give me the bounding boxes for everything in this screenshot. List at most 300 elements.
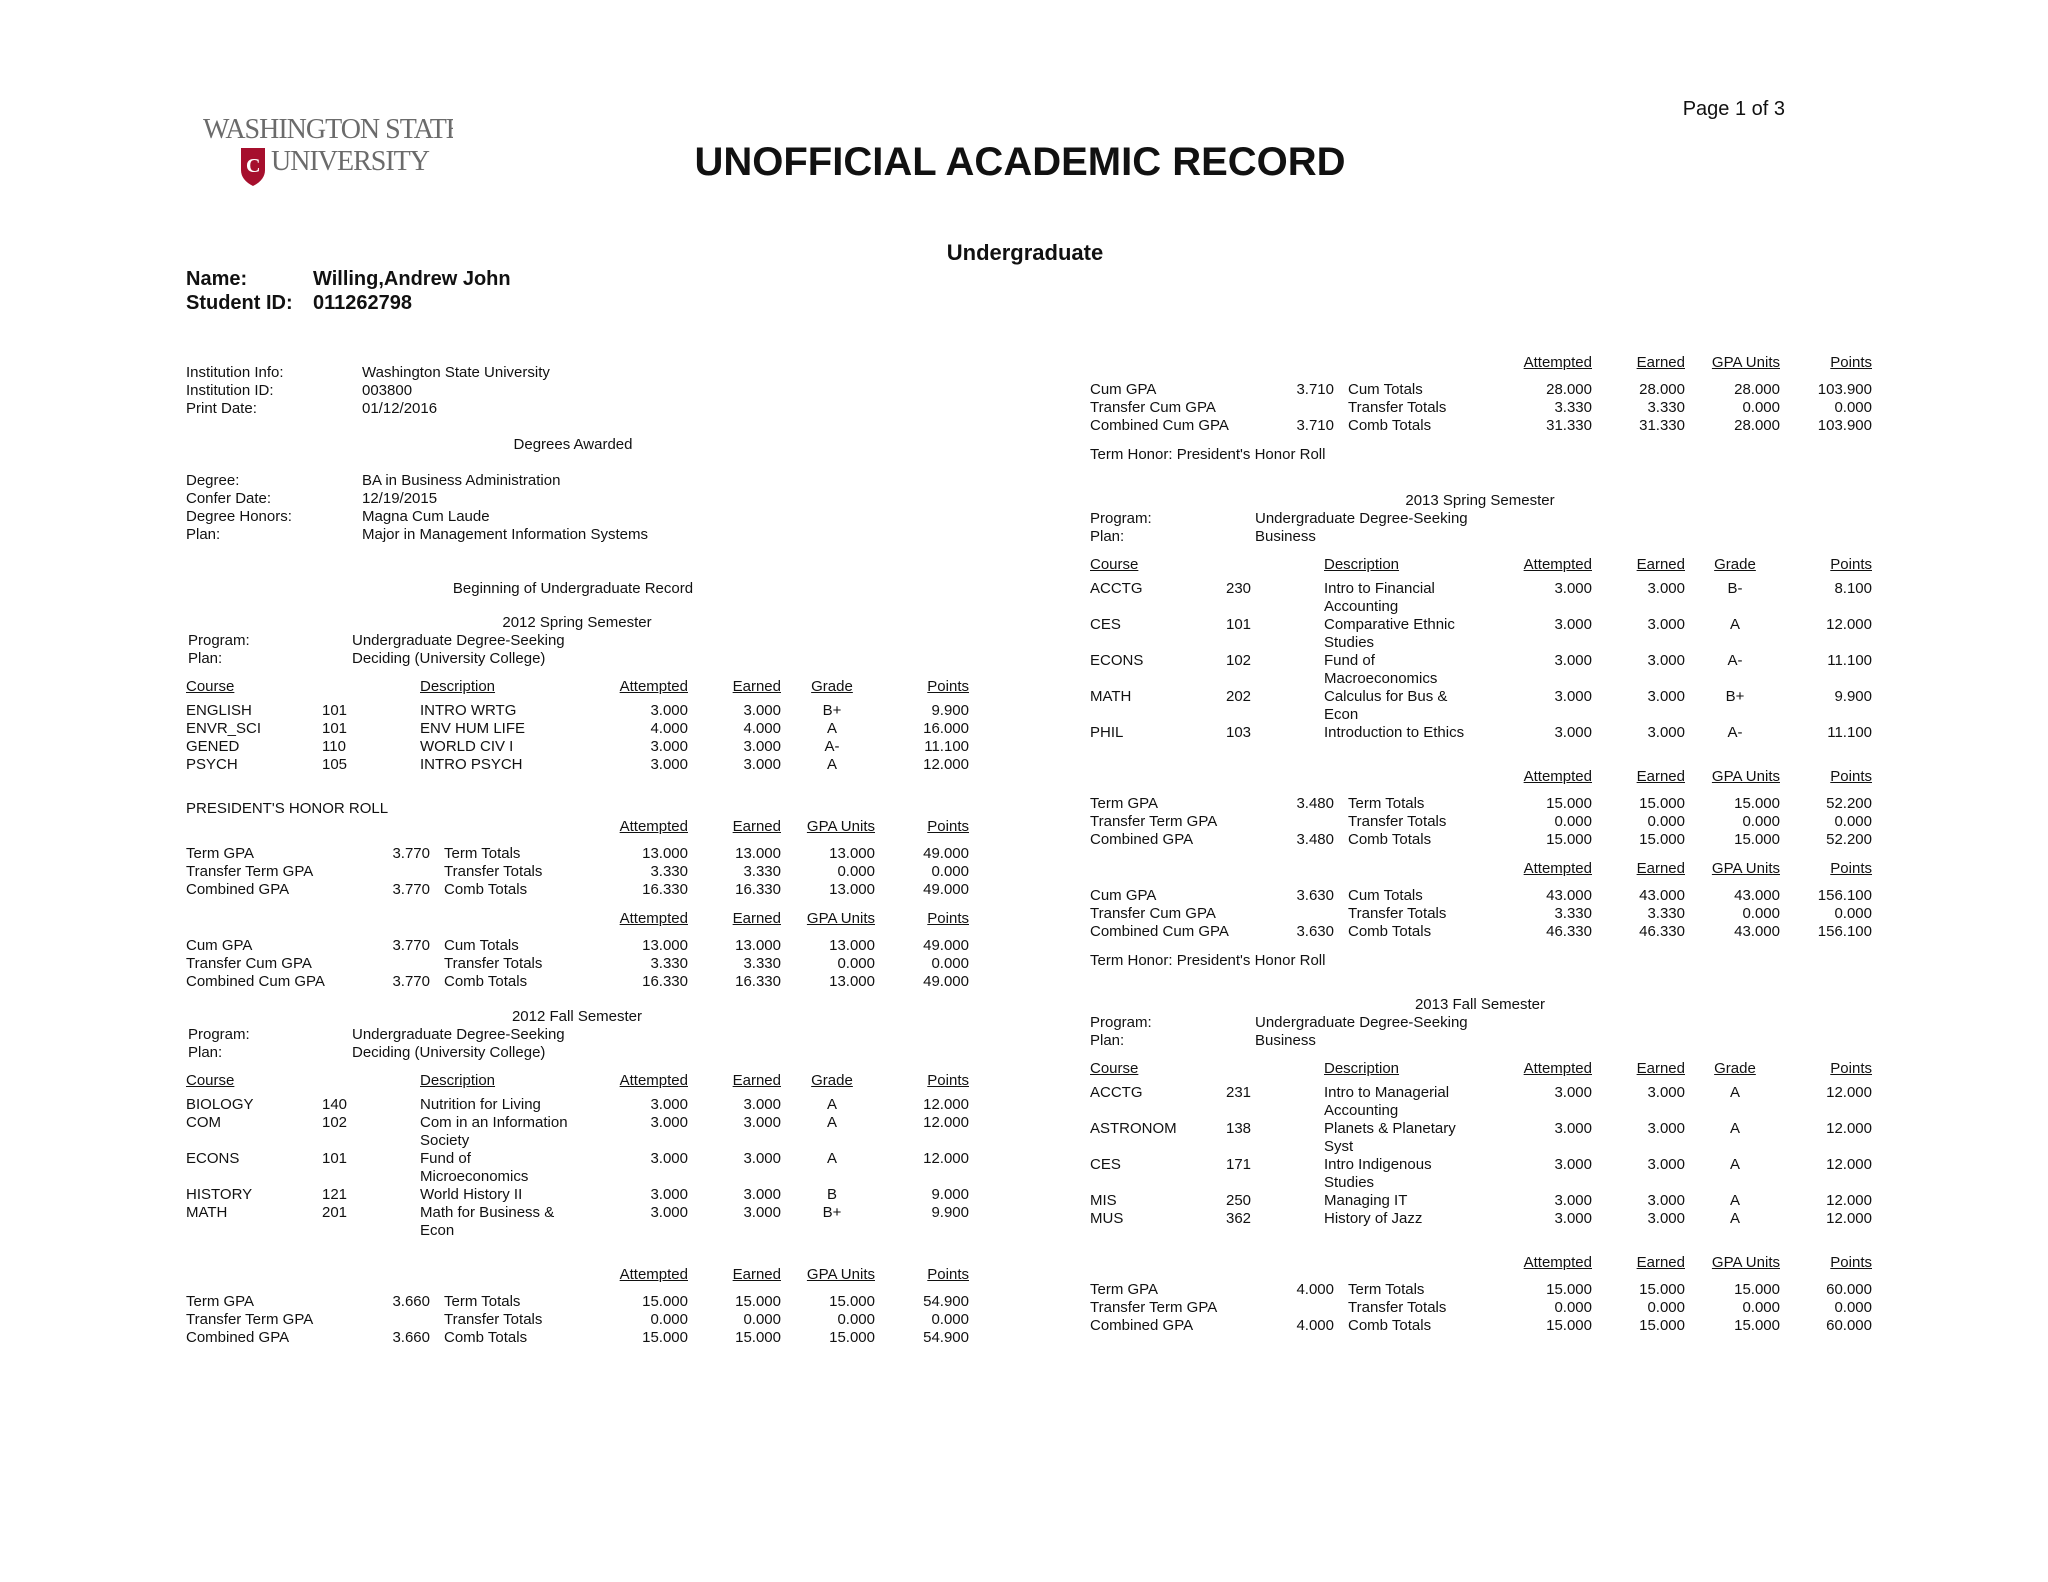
course-number: 110: [322, 738, 346, 755]
transfer-gpa-label: Transfer Term GPA: [1090, 813, 1218, 830]
transfer-gpa-units: 0.000: [1742, 813, 1780, 830]
earned-header: Earned: [1636, 1060, 1685, 1077]
course-subject: ECONS: [186, 1150, 240, 1167]
cum-transfer-gpa-units: 0.000: [1742, 905, 1780, 922]
course-number: 138: [1226, 1120, 1252, 1137]
term-points: 54.900: [923, 1293, 969, 1310]
course-description: World History II: [420, 1186, 523, 1203]
points-header: Points: [927, 1072, 969, 1089]
transfer-points: 0.000: [931, 1311, 969, 1328]
cum-totals-label: Cum Totals: [1348, 887, 1423, 904]
cum-comb-gpa-units: 13.000: [829, 973, 875, 990]
points-header: Points: [1830, 1254, 1872, 1271]
course-description: INTRO WRTG: [420, 702, 517, 719]
grade-header: Grade: [811, 678, 853, 695]
comb-gpa-label: Combined GPA: [186, 881, 290, 898]
cum-transfer-attempted: 3.330: [1554, 399, 1592, 416]
transfer-earned: 0.000: [1647, 1299, 1685, 1316]
course-subject: ECONS: [1090, 652, 1144, 669]
course-header: Course: [186, 1072, 235, 1089]
term-gpa-value: 3.770: [392, 845, 430, 862]
comb-gpa-label: Combined GPA: [1090, 1317, 1194, 1334]
course-points: 12.000: [923, 756, 969, 773]
cum-comb-earned: 46.330: [1639, 923, 1685, 940]
honor-roll: PRESIDENT'S HONOR ROLL: [186, 800, 389, 817]
term-totals-label: Term Totals: [444, 1293, 521, 1310]
course-description: Math for Business & Econ: [420, 1204, 555, 1239]
course-points: 12.000: [923, 1096, 969, 1113]
points-header: Points: [927, 678, 969, 695]
course-earned: 3.000: [1647, 616, 1685, 633]
svg-text:C: C: [246, 155, 261, 177]
confer-date-value: 12/19/2015: [362, 490, 438, 507]
course-description: Planets & Planetary Syst: [1324, 1120, 1456, 1155]
document-title: UNOFFICIAL ACADEMIC RECORD: [694, 140, 1346, 184]
cum-attempted: 13.000: [642, 937, 688, 954]
comb-points: 54.900: [923, 1329, 969, 1346]
transfer-points: 0.000: [931, 863, 969, 880]
cum-transfer-gpa-label: Transfer Cum GPA: [186, 955, 312, 972]
course-points: 9.000: [931, 1186, 969, 1203]
grade-header: Grade: [1714, 1060, 1756, 1077]
comb-gpa-value: 3.770: [392, 881, 430, 898]
points-header: Points: [1830, 556, 1872, 573]
transfer-gpa-units: 0.000: [1742, 1299, 1780, 1316]
earned-header: Earned: [1636, 354, 1685, 371]
course-number: 201: [322, 1204, 348, 1221]
earned-header: Earned: [732, 818, 781, 835]
transfer-attempted: 0.000: [1554, 1299, 1592, 1316]
gpa-units-header: GPA Units: [806, 1266, 875, 1283]
course-points: 12.000: [1826, 1192, 1872, 1209]
course-number: 171: [1226, 1156, 1252, 1173]
student-id: 011262798: [313, 292, 413, 314]
comb-points: 60.000: [1826, 1317, 1872, 1334]
name-label: Name:: [186, 268, 248, 290]
student-name: Willing,Andrew John: [313, 268, 511, 290]
comb-earned: 16.330: [735, 881, 781, 898]
course-attempted: 3.000: [1554, 1192, 1592, 1209]
comb-earned: 15.000: [1639, 1317, 1685, 1334]
course-attempted: 3.000: [1554, 688, 1592, 705]
gpa-units-header: GPA Units: [1711, 354, 1780, 371]
transfer-gpa-label: Transfer Term GPA: [1090, 1299, 1218, 1316]
transfer-gpa-units: 0.000: [837, 1311, 875, 1328]
course-earned: 3.000: [743, 738, 781, 755]
term-name: 2012 Fall Semester: [511, 1008, 643, 1025]
attempted-header: Attempted: [619, 1266, 688, 1283]
term-honor: Term Honor: President's Honor Roll: [1090, 952, 1326, 969]
course-attempted: 3.000: [650, 702, 688, 719]
cum-gpa-value: 3.710: [1296, 381, 1334, 398]
course-earned: 3.000: [743, 1114, 781, 1131]
cum-attempted: 28.000: [1546, 381, 1592, 398]
cum-comb-gpa-units: 43.000: [1734, 923, 1780, 940]
cum-totals-label: Cum Totals: [1348, 381, 1423, 398]
earned-header: Earned: [1636, 1254, 1685, 1271]
transfer-points: 0.000: [1834, 813, 1872, 830]
comb-totals-label: Comb Totals: [1348, 831, 1432, 848]
course-attempted: 3.000: [650, 1096, 688, 1113]
confer-date-label: Confer Date:: [186, 490, 272, 507]
cum-transfer-gpa-units: 0.000: [837, 955, 875, 972]
cum-comb-gpa-value: 3.710: [1296, 417, 1334, 434]
earned-header: Earned: [732, 910, 781, 927]
course-attempted: 3.000: [1554, 652, 1592, 669]
cum-gpa-label: Cum GPA: [1090, 887, 1157, 904]
cum-transfer-gpa-label: Transfer Cum GPA: [1090, 399, 1216, 416]
course-number: 103: [1226, 724, 1252, 741]
wsu-logo: [203, 112, 453, 192]
term-points: 52.200: [1826, 795, 1872, 812]
transfer-earned: 0.000: [1647, 813, 1685, 830]
course-attempted: 3.000: [650, 738, 688, 755]
course-points: 9.900: [931, 702, 969, 719]
transfer-attempted: 0.000: [650, 1311, 688, 1328]
gpa-units-header: GPA Units: [1711, 860, 1780, 877]
cum-comb-gpa-label: Combined Cum GPA: [1090, 417, 1229, 434]
term-earned: 15.000: [1639, 795, 1685, 812]
cum-comb-gpa-units: 28.000: [1734, 417, 1780, 434]
course-number: 362: [1226, 1210, 1252, 1227]
print-date-label: Print Date:: [186, 400, 257, 417]
term-attempted: 15.000: [642, 1293, 688, 1310]
course-number: 105: [322, 756, 348, 773]
course-earned: 3.000: [1647, 652, 1685, 669]
course-points: 11.100: [1827, 652, 1872, 669]
course-earned: 3.000: [1647, 1084, 1685, 1101]
cum-transfer-earned: 3.330: [1647, 905, 1685, 922]
term-gpa-units: 13.000: [829, 845, 875, 862]
course-number: 101: [322, 720, 348, 737]
course-number: 230: [1226, 580, 1252, 597]
description-header: Description: [1324, 556, 1400, 573]
course-earned: 3.000: [1647, 580, 1685, 597]
course-description: History of Jazz: [1324, 1210, 1423, 1227]
transfer-totals-label: Transfer Totals: [1348, 1299, 1447, 1316]
course-description: Comparative Ethnic Studies: [1324, 616, 1455, 651]
course-attempted: 3.000: [1554, 1156, 1592, 1173]
course-grade: B+: [1725, 688, 1745, 705]
program-value: Undergraduate Degree-Seeking: [1255, 510, 1468, 527]
cum-comb-gpa-label: Combined Cum GPA: [186, 973, 325, 990]
cum-comb-points: 156.100: [1817, 923, 1872, 940]
course-attempted: 3.000: [1554, 724, 1592, 741]
course-subject: CES: [1090, 616, 1121, 633]
term-honor: Term Honor: President's Honor Roll: [1090, 446, 1326, 463]
transfer-earned: 0.000: [743, 1311, 781, 1328]
earned-header: Earned: [732, 1072, 781, 1089]
plan-label: Plan:: [1090, 528, 1125, 545]
course-points: 12.000: [1826, 1210, 1872, 1227]
course-description: Fund of Macroeconomics: [1324, 652, 1438, 687]
comb-gpa-units: 15.000: [1734, 831, 1780, 848]
points-header: Points: [1830, 1060, 1872, 1077]
attempted-header: Attempted: [1523, 354, 1592, 371]
comb-gpa-value: 4.000: [1296, 1317, 1334, 1334]
cum-gpa-value: 3.770: [392, 937, 430, 954]
course-subject: ACCTG: [1090, 1084, 1143, 1101]
comb-gpa-value: 3.660: [392, 1329, 430, 1346]
transfer-gpa-units: 0.000: [837, 863, 875, 880]
degree-honors-label: Degree Honors:: [186, 508, 292, 525]
course-earned: 3.000: [743, 756, 781, 773]
course-grade: A: [1729, 1084, 1740, 1101]
course-points: 12.000: [923, 1114, 969, 1131]
course-subject: ASTRONOM: [1090, 1120, 1177, 1137]
course-description: Intro Indigenous Studies: [1324, 1156, 1432, 1191]
points-header: Points: [927, 818, 969, 835]
course-attempted: 3.000: [1554, 1084, 1592, 1101]
course-subject: ACCTG: [1090, 580, 1143, 597]
grade-header: Grade: [811, 1072, 853, 1089]
degree-honors-value: Magna Cum Laude: [362, 508, 490, 525]
course-subject: MUS: [1090, 1210, 1124, 1227]
svg-text:WASHINGTON STATE: WASHINGTON STATE: [203, 114, 453, 145]
cum-comb-attempted: 16.330: [642, 973, 688, 990]
cum-attempted: 43.000: [1546, 887, 1592, 904]
course-subject: BIOLOGY: [186, 1096, 254, 1113]
course-subject: MIS: [1090, 1192, 1117, 1209]
course-subject: MATH: [186, 1204, 228, 1221]
career-heading: Undergraduate: [946, 240, 1104, 265]
course-subject: GENED: [186, 738, 240, 755]
cum-transfer-totals-label: Transfer Totals: [1348, 905, 1447, 922]
course-number: 101: [322, 1150, 348, 1167]
term-gpa-label: Term GPA: [1090, 795, 1159, 812]
gpa-units-header: GPA Units: [1711, 1254, 1780, 1271]
course-earned: 3.000: [1647, 1120, 1685, 1137]
term-gpa-value: 3.480: [1296, 795, 1334, 812]
course-grade: A: [826, 756, 837, 773]
term-points: 49.000: [923, 845, 969, 862]
cum-gpa-label: Cum GPA: [1090, 381, 1157, 398]
comb-gpa-value: 3.480: [1296, 831, 1334, 848]
institution-info-value: Washington State University: [362, 364, 550, 381]
course-number: 202: [1226, 688, 1252, 705]
description-header: Description: [420, 1072, 496, 1089]
cum-comb-gpa-label: Combined Cum GPA: [1090, 923, 1229, 940]
course-subject: CES: [1090, 1156, 1121, 1173]
course-earned: 3.000: [743, 1096, 781, 1113]
transfer-points: 0.000: [1834, 1299, 1872, 1316]
course-subject: PHIL: [1090, 724, 1124, 741]
degree-value: BA in Business Administration: [362, 472, 561, 489]
gpa-units-header: GPA Units: [1711, 768, 1780, 785]
course-grade: A: [1729, 1120, 1740, 1137]
course-earned: 3.000: [1647, 688, 1685, 705]
course-header: Course: [1090, 556, 1139, 573]
course-grade: A: [826, 1150, 837, 1167]
course-points: 12.000: [923, 1150, 969, 1167]
course-attempted: 3.000: [650, 1204, 688, 1221]
cum-gpa-units: 28.000: [1734, 381, 1780, 398]
transfer-gpa-label: Transfer Term GPA: [186, 1311, 314, 1328]
course-grade: A-: [824, 738, 840, 755]
degree-plan-value: Major in Management Information Systems: [362, 526, 648, 543]
comb-gpa-units: 15.000: [829, 1329, 875, 1346]
cum-comb-totals-label: Comb Totals: [1348, 417, 1432, 434]
course-subject: MATH: [1090, 688, 1132, 705]
term-gpa-label: Term GPA: [186, 1293, 255, 1310]
term-earned: 13.000: [735, 845, 781, 862]
course-grade: A: [1729, 616, 1740, 633]
comb-attempted: 15.000: [1546, 1317, 1592, 1334]
cum-transfer-attempted: 3.330: [650, 955, 688, 972]
description-header: Description: [420, 678, 496, 695]
course-header: Course: [1090, 1060, 1139, 1077]
course-attempted: 3.000: [1554, 580, 1592, 597]
course-points: 16.000: [923, 720, 969, 737]
course-description: Fund of Microeconomics: [420, 1150, 529, 1185]
cum-gpa-label: Cum GPA: [186, 937, 253, 954]
comb-gpa-units: 13.000: [829, 881, 875, 898]
term-totals-label: Term Totals: [444, 845, 521, 862]
cum-totals-label: Cum Totals: [444, 937, 519, 954]
term-name: 2013 Spring Semester: [1405, 492, 1555, 509]
course-number: 102: [1226, 652, 1252, 669]
comb-totals-label: Comb Totals: [1348, 1317, 1432, 1334]
course-attempted: 3.000: [1554, 1210, 1592, 1227]
course-earned: 4.000: [743, 720, 781, 737]
course-grade: A: [826, 720, 837, 737]
cum-points: 156.100: [1817, 887, 1872, 904]
term-points: 60.000: [1826, 1281, 1872, 1298]
cum-transfer-points: 0.000: [1834, 905, 1872, 922]
plan-label: Plan:: [1090, 1032, 1125, 1049]
comb-attempted: 15.000: [642, 1329, 688, 1346]
attempted-header: Attempted: [1523, 1254, 1592, 1271]
points-header: Points: [1830, 354, 1872, 371]
comb-attempted: 16.330: [642, 881, 688, 898]
institution-id-label: Institution ID:: [186, 382, 274, 399]
course-number: 101: [1226, 616, 1252, 633]
cum-transfer-gpa-units: 0.000: [1742, 399, 1780, 416]
course-attempted: 3.000: [650, 1114, 688, 1131]
program-label: Program:: [1090, 1014, 1152, 1031]
term-gpa-units: 15.000: [1734, 795, 1780, 812]
course-description: Managing IT: [1324, 1192, 1408, 1209]
term-gpa-value: 3.660: [392, 1293, 430, 1310]
cum-comb-earned: 31.330: [1639, 417, 1685, 434]
course-grade: A: [826, 1114, 837, 1131]
course-grade: B: [826, 1186, 837, 1203]
course-earned: 3.000: [1647, 1210, 1685, 1227]
course-points: 9.900: [931, 1204, 969, 1221]
cum-gpa-value: 3.630: [1296, 887, 1334, 904]
comb-points: 49.000: [923, 881, 969, 898]
plan-value: Business: [1255, 528, 1316, 545]
course-attempted: 3.000: [1554, 616, 1592, 633]
earned-header: Earned: [732, 678, 781, 695]
cum-earned: 43.000: [1639, 887, 1685, 904]
course-points: 12.000: [1826, 1084, 1872, 1101]
course-grade: A: [1729, 1210, 1740, 1227]
course-subject: HISTORY: [186, 1186, 253, 1203]
course-subject: ENGLISH: [186, 702, 252, 719]
comb-totals-label: Comb Totals: [444, 1329, 528, 1346]
course-attempted: 3.000: [650, 1186, 688, 1203]
attempted-header: Attempted: [619, 910, 688, 927]
program-label: Program:: [1090, 510, 1152, 527]
cum-transfer-gpa-label: Transfer Cum GPA: [1090, 905, 1216, 922]
degree-label: Degree:: [186, 472, 240, 489]
attempted-header: Attempted: [1523, 556, 1592, 573]
course-earned: 3.000: [1647, 1156, 1685, 1173]
plan-label: Plan:: [188, 650, 223, 667]
cum-transfer-earned: 3.330: [1647, 399, 1685, 416]
course-points: 12.000: [1826, 616, 1872, 633]
cum-comb-points: 49.000: [923, 973, 969, 990]
degree-plan-label: Plan:: [186, 526, 221, 543]
institution-info-label: Institution Info:: [186, 364, 284, 381]
term-attempted: 15.000: [1546, 1281, 1592, 1298]
gpa-units-header: GPA Units: [806, 910, 875, 927]
course-points: 12.000: [1826, 1156, 1872, 1173]
plan-value: Deciding (University College): [352, 650, 546, 667]
course-attempted: 3.000: [650, 756, 688, 773]
cum-points: 103.900: [1817, 381, 1872, 398]
course-subject: COM: [186, 1114, 221, 1131]
course-attempted: 3.000: [1554, 1120, 1592, 1137]
cum-transfer-totals-label: Transfer Totals: [1348, 399, 1447, 416]
attempted-header: Attempted: [619, 818, 688, 835]
comb-earned: 15.000: [735, 1329, 781, 1346]
term-gpa-label: Term GPA: [186, 845, 255, 862]
earned-header: Earned: [1636, 556, 1685, 573]
course-description: Intro to Financial Accounting: [1324, 580, 1435, 615]
course-grade: A: [1729, 1156, 1740, 1173]
course-grade: A: [1729, 1192, 1740, 1209]
program-value: Undergraduate Degree-Seeking: [1255, 1014, 1468, 1031]
course-header: Course: [186, 678, 235, 695]
term-name: 2012 Spring Semester: [502, 614, 652, 631]
course-grade: B+: [822, 702, 842, 719]
attempted-header: Attempted: [619, 678, 688, 695]
course-number: 231: [1226, 1084, 1252, 1101]
institution-id-value: 003800: [362, 382, 413, 399]
term-earned: 15.000: [735, 1293, 781, 1310]
course-number: 140: [322, 1096, 348, 1113]
comb-totals-label: Comb Totals: [444, 881, 528, 898]
earned-header: Earned: [1636, 860, 1685, 877]
page-number: Page 1 of 3: [1682, 98, 1785, 120]
term-gpa-units: 15.000: [829, 1293, 875, 1310]
term-name: 2013 Fall Semester: [1414, 996, 1546, 1013]
course-grade: B-: [1727, 580, 1743, 597]
transfer-earned: 3.330: [743, 863, 781, 880]
term-attempted: 15.000: [1546, 795, 1592, 812]
program-label: Program:: [188, 1026, 250, 1043]
comb-points: 52.200: [1826, 831, 1872, 848]
course-grade: A: [826, 1096, 837, 1113]
course-number: 101: [322, 702, 348, 719]
cum-comb-attempted: 46.330: [1546, 923, 1592, 940]
cum-gpa-units: 43.000: [1734, 887, 1780, 904]
comb-attempted: 15.000: [1546, 831, 1592, 848]
cum-comb-points: 103.900: [1817, 417, 1872, 434]
cum-comb-earned: 16.330: [735, 973, 781, 990]
course-description: Com in an Information Society: [420, 1114, 568, 1149]
course-points: 9.900: [1834, 688, 1872, 705]
cum-earned: 13.000: [735, 937, 781, 954]
course-grade: B+: [822, 1204, 842, 1221]
plan-value: Deciding (University College): [352, 1044, 546, 1061]
program-label: Program:: [188, 632, 250, 649]
record-begin-heading: Beginning of Undergraduate Record: [452, 580, 694, 597]
comb-earned: 15.000: [1639, 831, 1685, 848]
term-earned: 15.000: [1639, 1281, 1685, 1298]
